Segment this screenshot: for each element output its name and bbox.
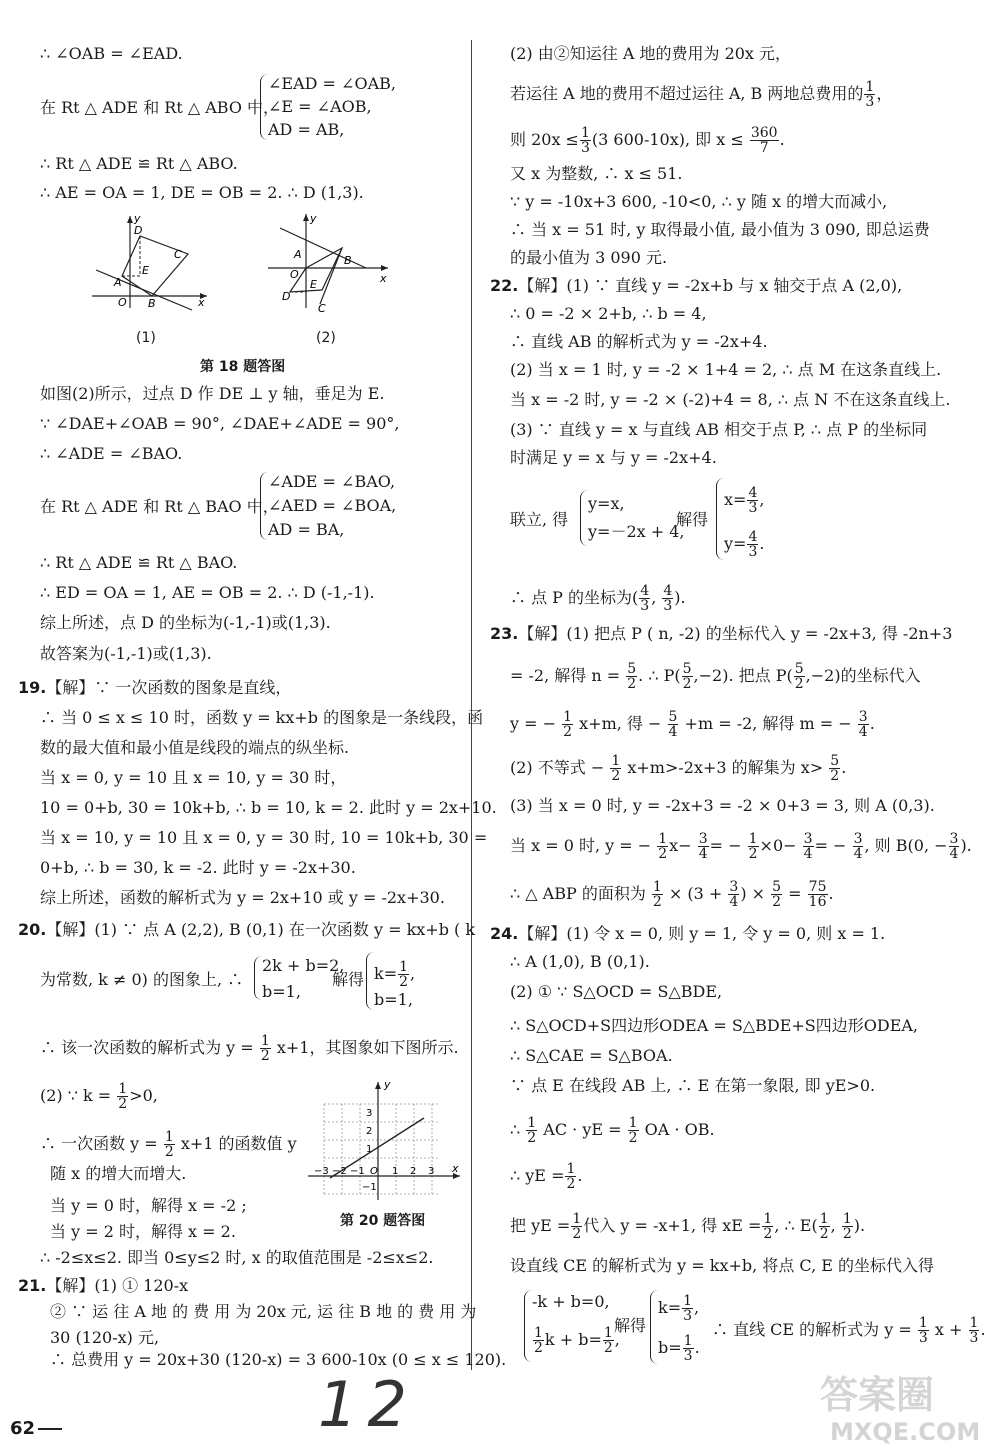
fraction: $\frac{1}{3}$ bbox=[580, 125, 590, 156]
fraction: $\frac{1}{2}$ bbox=[534, 1325, 543, 1356]
text-line: = -2, 解得 n = $\frac{5}{2}$ . ∴ P( $\frac{5}{2}$ ,−2). 把点 P( $\frac{5}{2}$ ,−2)的坐标代入 bbox=[510, 661, 921, 692]
text-line: 解得 bbox=[676, 510, 709, 529]
text-line: ∴ 直线 AB 的解析式为 y = -2x+4. bbox=[510, 332, 768, 351]
point-label: O bbox=[118, 296, 127, 309]
arrow bbox=[375, 1082, 381, 1089]
fraction: $\frac{3}{4}$ bbox=[729, 879, 739, 910]
tick-label: −1 bbox=[350, 1166, 365, 1177]
point-label: C bbox=[318, 302, 326, 314]
text-line: ∵ y = -10x+3 600, -10<0, ∴ y 随 x 的增大而减小, bbox=[510, 192, 888, 211]
question-24: 24.【解】(1) 令 x = 0, 则 y = 1, 令 y = 0, 则 x = 1. bbox=[490, 924, 886, 943]
fraction: $\frac{1}{2}$ bbox=[652, 879, 662, 910]
fraction: $\frac{1}{2}$ bbox=[572, 1211, 582, 1242]
fraction: $\frac{1}{2}$ bbox=[748, 831, 758, 862]
tick-label: −2 bbox=[332, 1166, 347, 1177]
text-line: ∴ AE = OA = 1, DE = OB = 2. ∴ D (1,3). bbox=[40, 183, 364, 202]
text-line: 解得 bbox=[614, 1316, 647, 1335]
text-line: ② ∵ 运 往 A 地 的 费 用 为 20x 元, 运 往 B 地 的 费 用 为 bbox=[50, 1302, 477, 1321]
equation: ∠EAD = ∠OAB, bbox=[268, 74, 396, 93]
text-line: y = − $\frac{1}{2}$ x+m, 得 − $\frac{5}{4}$ +m = -2, 解得 m = − $\frac{3}{4}$ . bbox=[510, 709, 875, 740]
line-ab bbox=[280, 228, 366, 268]
axis-label: x bbox=[198, 296, 205, 309]
page-number: 62 bbox=[10, 1418, 36, 1439]
text-line: ∴ ∠ADE = ∠BAO. bbox=[40, 444, 183, 463]
fraction: $\frac{1}{2}$ bbox=[260, 1033, 270, 1064]
fraction: $\frac{1}{2}$ bbox=[628, 1115, 638, 1146]
fraction: $\frac{1}{2}$ bbox=[603, 1325, 613, 1356]
text-line: ∵ 点 E 在线段 AB 上, ∴ E 在第一象限, 即 yE>0. bbox=[510, 1076, 876, 1095]
line bbox=[320, 248, 342, 304]
text-line: 设直线 CE 的解析式为 y = kx+b, 将点 C, E 的坐标代入得 bbox=[510, 1256, 935, 1275]
equation: -k + b=0, bbox=[532, 1292, 610, 1311]
fraction: $\frac{5}{2}$ bbox=[682, 661, 692, 692]
point-label: A bbox=[114, 276, 122, 289]
text-line: (2) 不等式 − $\frac{1}{2}$ x+m>-2x+3 的解集为 x> $\frac{5}{2}$ . bbox=[510, 753, 847, 784]
equation: AD = AB, bbox=[268, 120, 345, 139]
text-line: ∴ A (1,0), B (0,1). bbox=[510, 952, 650, 971]
text-line: ∴ ED = OA = 1, AE = OB = 2. ∴ D (-1,-1). bbox=[40, 583, 375, 602]
text-line: 又 x 为整数, ∴ x ≤ 51. bbox=[510, 164, 683, 183]
text-line: 当 y = 0 时，解得 x = -2 ; bbox=[50, 1196, 247, 1215]
text-line: 0+b, ∴ b = 30, k = -2. 此时 y = -2x+30. bbox=[40, 858, 356, 877]
point-label: D bbox=[282, 290, 291, 303]
tick-label: O bbox=[370, 1166, 378, 1177]
fraction: $\frac{3}{4}$ bbox=[698, 831, 708, 862]
point-label: B bbox=[344, 254, 352, 267]
point-label: B bbox=[148, 297, 156, 310]
text-line: 的最小值为 3 090 元. bbox=[510, 248, 668, 267]
text-line: 当 x = 0, y = 10 且 x = 10, y = 30 时， bbox=[40, 768, 347, 787]
text-line: (2) ∵ k = $\frac{1}{2}$ >0, bbox=[40, 1081, 158, 1112]
solution: k= $\frac{1}{3}$ , bbox=[658, 1293, 700, 1324]
figure-18-2 bbox=[262, 208, 392, 314]
fraction: $\frac{1}{2}$ bbox=[658, 831, 668, 862]
text-line: 当 x = -2 时, y = -2 × (-2)+4 = 8, ∴ 点 N 不在这条直线上. bbox=[510, 390, 951, 409]
point-label: O bbox=[290, 268, 299, 281]
equation: ∠ADE = ∠BAO, bbox=[268, 472, 396, 491]
text-line: 随 x 的增大而增大. bbox=[50, 1164, 187, 1183]
text-line: ∴ Rt △ ADE ≌ Rt △ ABO. bbox=[40, 154, 238, 173]
figure-caption: 第 20 题答图 bbox=[340, 1213, 426, 1229]
fraction: $\frac{1}{3}$ bbox=[918, 1315, 928, 1346]
fraction: $\frac{3}{4}$ bbox=[803, 831, 813, 862]
text-line: (2) 当 x = 1 时, y = -2 × 1+4 = 2, ∴ 点 M 在这条直线上. bbox=[510, 360, 942, 379]
point-label: A bbox=[294, 248, 302, 261]
tick-label: 1 bbox=[366, 1144, 373, 1155]
text-line: 时满足 y = x 与 y = -2x+4. bbox=[510, 448, 717, 467]
text-line: 联立, 得 bbox=[510, 510, 569, 529]
text-line: ∴ -2≤x≤2. 即当 0≤y≤2 时, x 的取值范围是 -2≤x≤2. bbox=[40, 1248, 434, 1267]
fraction: $\frac{5}{2}$ bbox=[830, 753, 840, 784]
column-divider bbox=[471, 40, 472, 1370]
tick-label: −1 bbox=[362, 1182, 377, 1193]
text-line: ∴ 一次函数 y = $\frac{1}{2}$ x+1 的函数值 y bbox=[40, 1129, 297, 1160]
text-line: 当 x = 0 时, y = − $\frac{1}{2}$ x− $\frac{3}{4}$ = − $\frac{1}{2}$ ×0− $\frac{3}{4}$ = − $\frac{3}{4}$ , 则 B(0, − $\frac{3}{4}$ ). bbox=[510, 831, 972, 862]
arrow bbox=[381, 265, 388, 271]
figure-caption: 第 18 题答图 bbox=[200, 359, 286, 375]
text-line: ∴ yE = $\frac{1}{2}$ . bbox=[510, 1161, 583, 1192]
fraction: $\frac{5}{4}$ bbox=[668, 709, 678, 740]
figure-20-graph bbox=[300, 1076, 466, 1202]
question-19: 19.【解】∵ 一次函数的图象是直线， bbox=[18, 678, 292, 697]
text-line: 故答案为(-1,-1)或(1,3). bbox=[40, 644, 212, 663]
equation: 2k + b=2, bbox=[262, 956, 345, 975]
fraction: $\frac{1}{2}$ bbox=[842, 1211, 852, 1242]
point-label: C bbox=[174, 248, 182, 261]
text-line: 则 20x ≤ $\frac{1}{3}$ (3 600-10x), 即 x ≤ $\frac{360}{7}$ . bbox=[510, 125, 785, 156]
fraction: $\frac{1}{2}$ bbox=[164, 1129, 174, 1160]
question-23: 23.【解】(1) 把点 P ( n, -2) 的坐标代入 y = -2x+3, 得 -2n+3 bbox=[490, 624, 953, 643]
text-line: ∵ ∠DAE+∠OAB = 90°, ∠DAE+∠ADE = 90°, bbox=[40, 414, 400, 433]
text-line: 在 Rt △ ADE 和 Rt △ BAO 中， bbox=[40, 497, 279, 516]
solution: x= $\frac{4}{3}$ , bbox=[724, 485, 765, 516]
equation: AD = BA, bbox=[268, 520, 345, 539]
handwritten-mark: 12 bbox=[318, 1368, 417, 1441]
tick-label: 2 bbox=[366, 1126, 373, 1137]
text-line: 若运往 A 地的费用不超过运往 A, B 两地总费用的 $\frac{1}{3}$ ， bbox=[510, 79, 893, 110]
solution: b=1, bbox=[374, 990, 413, 1009]
text-line: 把 yE = $\frac{1}{2}$ 代入 y = -x+1, 得 xE = $\frac{1}{2}$ , ∴ E( $\frac{1}{2}$ , $\frac{1}{2}$ ). bbox=[510, 1211, 866, 1242]
fraction: $\frac{1}{2}$ bbox=[527, 1115, 537, 1146]
axis-label: x bbox=[380, 272, 387, 285]
arrow bbox=[127, 216, 133, 223]
tick-label: 1 bbox=[392, 1166, 399, 1177]
equation: y=－2x + 4, bbox=[588, 522, 685, 541]
fraction: $\frac{1}{2}$ bbox=[819, 1211, 829, 1242]
text-line: ∴ S△CAE = S△BOA. bbox=[510, 1046, 673, 1065]
fraction: $\frac{1}{2}$ bbox=[763, 1211, 773, 1242]
text-line: ∴ ∠OAB = ∠EAD. bbox=[40, 44, 183, 63]
fraction: $\frac{4}{3}$ bbox=[748, 529, 758, 560]
text-line: ∴ 当 x = 51 时, y 取得最小值, 最小值为 3 090, 即总运费 bbox=[510, 220, 930, 239]
point-label: D bbox=[134, 224, 143, 237]
text-line: ∴ △ ABP 的面积为 $\frac{1}{2}$ × (3 + $\frac{3}{4}$ ) × $\frac{5}{2}$ = $\frac{75}{16}$ . bbox=[510, 879, 834, 910]
text-line: ∴ Rt △ ADE ≌ Rt △ BAO. bbox=[40, 553, 238, 572]
text-line: ∴ 0 = -2 × 2+b, ∴ b = 4, bbox=[510, 304, 707, 323]
text-line: ∴ 总费用 y = 20x+30 (120-x) = 3 600-10x (0 ≤ x ≤ 120). bbox=[50, 1350, 507, 1369]
text-line: (3) ∵ 直线 y = x 与直线 AB 相交于点 P, ∴ 点 P 的坐标同 bbox=[510, 420, 928, 439]
text-line: ∴ S△OCD+S四边形ODEA = S△BDE+S四边形ODEA, bbox=[510, 1016, 919, 1035]
text-line: 10 = 0+b, 30 = 10k+b, ∴ b = 10, k = 2. 此时 y = 2x+10. bbox=[40, 798, 497, 817]
fraction: $\frac{5}{2}$ bbox=[794, 661, 804, 692]
text-line: (2) 由②知运往 A 地的费用为 20x 元， bbox=[510, 44, 792, 63]
fraction: $\frac{1}{2}$ bbox=[563, 709, 573, 740]
grid bbox=[324, 1104, 440, 1194]
text-line: ∴ 直线 CE 的解析式为 y = $\frac{1}{3}$ x + $\frac{1}{3}$ . bbox=[712, 1315, 986, 1346]
tick-label: −3 bbox=[314, 1166, 329, 1177]
point-label: E bbox=[142, 264, 149, 277]
equation: y=x, bbox=[588, 494, 625, 513]
fraction: $\frac{1}{3}$ bbox=[683, 1293, 693, 1324]
text-line: 综上所述，函数的解析式为 y = 2x+10 或 y = -2x+30. bbox=[40, 888, 445, 907]
watermark-logo bbox=[812, 1366, 992, 1446]
text-line: 30 (120-x) 元, bbox=[50, 1328, 160, 1347]
fraction: $\frac{1}{2}$ bbox=[399, 959, 409, 990]
text-line: ∴ 点 P 的坐标为( $\frac{4}{3}$ , $\frac{4}{3}$ ). bbox=[510, 583, 686, 614]
text-line: 当 x = 10, y = 10 且 x = 0, y = 30 时, 10 = 10k+b, 30 = bbox=[40, 828, 488, 847]
fraction: $\frac{4}{3}$ bbox=[748, 485, 758, 516]
watermark-url: MXQE.COM bbox=[830, 1418, 981, 1446]
fraction: $\frac{4}{3}$ bbox=[640, 583, 650, 614]
solution: b= $\frac{1}{3}$ . bbox=[658, 1333, 700, 1364]
fraction: $\frac{75}{16}$ bbox=[808, 879, 827, 910]
fraction: $\frac{5}{2}$ bbox=[627, 661, 637, 692]
fraction: $\frac{4}{3}$ bbox=[663, 583, 673, 614]
fraction: $\frac{1}{3}$ bbox=[969, 1315, 979, 1346]
figure-label: (2) bbox=[316, 330, 336, 346]
fraction: $\frac{5}{2}$ bbox=[772, 879, 782, 910]
axis-label: x bbox=[452, 1162, 459, 1175]
text-line: 为常数, k ≠ 0) 的图象上, ∴ bbox=[40, 970, 244, 989]
tick-label: 2 bbox=[410, 1166, 417, 1177]
fraction: $\frac{1}{2}$ bbox=[118, 1081, 128, 1112]
text-line: 数的最大值和最小值是线段的端点的纵坐标. bbox=[40, 738, 350, 757]
watermark-title: 答案圈 bbox=[820, 1373, 935, 1417]
arrow bbox=[303, 214, 309, 221]
axis-label: y bbox=[134, 212, 141, 225]
axis-label: y bbox=[310, 212, 317, 225]
text-line: ∴ $\frac{1}{2}$ AC · yE = $\frac{1}{2}$ OA · OB. bbox=[510, 1115, 715, 1146]
equation: ∠AED = ∠BOA, bbox=[268, 496, 397, 515]
text-line: 在 Rt △ ADE 和 Rt △ ABO 中， bbox=[40, 98, 280, 117]
fraction: $\frac{1}{3}$ bbox=[865, 79, 875, 110]
text-line: ∴ 该一次函数的解析式为 y = $\frac{1}{2}$ x+1，其图象如下图所示. bbox=[40, 1033, 459, 1064]
solution: y= $\frac{4}{3}$ . bbox=[724, 529, 765, 560]
equation: ∠E = ∠AOB, bbox=[268, 97, 372, 116]
equation: $\frac{1}{2}$ k + b= $\frac{1}{2}$ , bbox=[534, 1325, 620, 1356]
fraction: $\frac{360}{7}$ bbox=[750, 125, 778, 156]
tick-label: 3 bbox=[428, 1166, 435, 1177]
text-line: 当 y = 2 时，解得 x = 2. bbox=[50, 1222, 236, 1241]
fraction: $\frac{1}{2}$ bbox=[611, 753, 621, 784]
text-line: 如图(2)所示，过点 D 作 DE ⊥ y 轴，垂足为 E. bbox=[40, 384, 385, 403]
fraction: $\frac{1}{3}$ bbox=[683, 1333, 693, 1364]
figure-label: (1) bbox=[136, 330, 156, 346]
point-label: E bbox=[310, 278, 317, 291]
fraction: $\frac{3}{4}$ bbox=[853, 831, 863, 862]
tick-label: 3 bbox=[366, 1108, 373, 1119]
question-21: 21.【解】(1) ① 120-x bbox=[18, 1276, 189, 1295]
question-20: 20.【解】(1) ∵ 点 A (2,2), B (0,1) 在一次函数 y = kx+b ( k bbox=[18, 920, 476, 939]
text-line: (3) 当 x = 0 时, y = -2x+3 = -2 × 0+3 = 3, 则 A (0,3). bbox=[510, 796, 935, 815]
axis-label: y bbox=[384, 1078, 391, 1091]
question-22: 22.【解】(1) ∵ 直线 y = -2x+b 与 x 轴交于点 A (2,0), bbox=[490, 276, 903, 295]
fraction: $\frac{3}{4}$ bbox=[858, 709, 868, 740]
footer-rule bbox=[38, 1428, 62, 1430]
equation: b=1, bbox=[262, 982, 301, 1001]
text-line: ∴ 当 0 ≤ x ≤ 10 时，函数 y = kx+b 的图象是一条线段，函 bbox=[40, 708, 484, 727]
solution: k= $\frac{1}{2}$ , bbox=[374, 959, 416, 990]
text-line: 综上所述，点 D 的坐标为(-1,-1)或(1,3). bbox=[40, 613, 331, 632]
square-abcd bbox=[122, 236, 188, 296]
figure-18-1 bbox=[82, 208, 212, 314]
fraction: $\frac{3}{4}$ bbox=[949, 831, 959, 862]
text-line: (2) ① ∵ S△OCD = S△BDE, bbox=[510, 982, 723, 1001]
fraction: $\frac{1}{2}$ bbox=[566, 1161, 576, 1192]
text-line: 解得 bbox=[332, 970, 365, 989]
